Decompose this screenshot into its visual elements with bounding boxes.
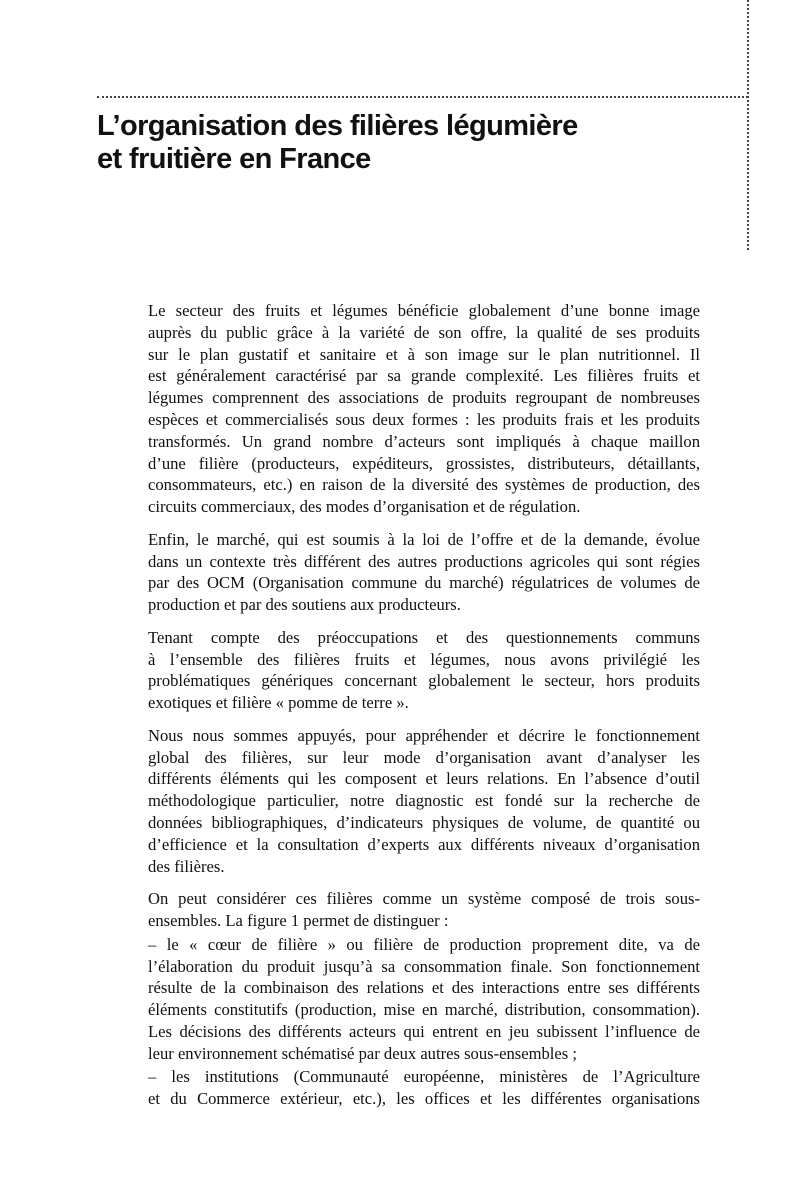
text-line: problématiques génériques concernant globalement le secteur, hors produits [148, 671, 700, 691]
paragraph [148, 1066, 700, 1110]
text-line: d’efficience et la consultation d’experts aux différents niveaux d’organisation [148, 834, 700, 854]
text-line: ensembles. La figure 1 permet de distinguer : [148, 910, 449, 930]
horizontal-dotted-rule [97, 96, 748, 98]
text-line: l’élaboration du produit jusqu’à sa consommation finale. Son fonctionnement [148, 956, 700, 976]
text-line: par des OCM (Organisation commune du marché) régulatrices de volumes de [148, 573, 700, 593]
text-line: Les décisions des différents acteurs qui entrent en jeu subissent l’influence de [148, 1021, 700, 1041]
text-line: méthodologique particulier, notre diagnostic est fondé sur la recherche de [148, 791, 700, 811]
text-line: données bibliographiques, d’indicateurs physiques de volume, de quantité ou [148, 812, 700, 832]
text-line: leur environnement schématisé par deux autres sous-ensembles ; [148, 1043, 577, 1063]
text-line: – le « cœur de filière » ou filière de production proprement dite, va de [148, 934, 700, 954]
title-line: L’organisation des filières légumière [97, 110, 578, 142]
paragraph [148, 627, 700, 714]
text-line: légumes comprennent des associations de produits regroupant de nombreuses [148, 388, 700, 408]
text-line: Tenant compte des préoccupations et des questionnements communs [148, 627, 700, 647]
text-line: auprès du public grâce à la variété de son offre, la qualité de ses produits [148, 322, 700, 342]
paragraph [148, 725, 700, 878]
chapter-title [97, 110, 578, 176]
title-line: et fruitière en France [97, 143, 371, 175]
text-line: espèces et commercialisés sous deux formes : les produits frais et les produits [148, 409, 700, 429]
text-line: d’une filière (producteurs, expéditeurs, grossistes, distributeurs, détaillants, [148, 453, 700, 473]
text-line: production et par des soutiens aux producteurs. [148, 595, 461, 615]
text-line: est généralement caractérisé par sa grande complexité. Les filières fruits et [148, 366, 700, 386]
text-line: différents éléments qui les composent et leurs relations. En l’absence d’outil [148, 769, 700, 789]
text-line: à l’ensemble des filières fruits et légumes, nous avons privilégié les [148, 649, 700, 669]
text-line: Nous nous sommes appuyés, pour appréhender et décrire le fonctionnement [148, 725, 700, 745]
text-line: consommateurs, etc.) en raison de la diversité des systèmes de production, des [148, 475, 700, 495]
text-line: – les institutions (Communauté européenne, ministères de l’Agriculture [148, 1067, 700, 1087]
text-line: sur le plan gustatif et sanitaire et à son image sur le plan nutritionnel. Il [148, 344, 700, 364]
text-line: exotiques et filière « pomme de terre ». [148, 693, 409, 713]
text-line: transformés. Un grand nombre d’acteurs sont impliqués à chaque maillon [148, 431, 700, 451]
paragraph [148, 529, 700, 616]
paragraph [148, 300, 700, 518]
text-line: Le secteur des fruits et légumes bénéficie globalement d’une bonne image [148, 301, 700, 320]
text-line: et du Commerce extérieur, etc.), les offices et les différentes organisations [148, 1089, 700, 1109]
vertical-dotted-rule [747, 0, 749, 250]
text-line: dans un contexte très différent des autres productions agricoles qui sont régies [148, 551, 700, 571]
paragraph [148, 934, 700, 1065]
text-line: circuits commerciaux, des modes d’organisation et de régulation. [148, 497, 581, 517]
paragraph [148, 888, 700, 932]
text-line: des filières. [148, 856, 225, 876]
text-line: éléments constitutifs (production, mise en marché, distribution, consommation). [148, 1000, 700, 1020]
text-line: résulte de la combinaison des relations et des interactions entre ses différents [148, 978, 700, 998]
text-line: On peut considérer ces filières comme un système composé de trois sous- [148, 889, 700, 909]
text-line: global des filières, sur leur mode d’organisation avant d’analyser les [148, 747, 700, 767]
body-text [148, 300, 700, 1121]
text-line: Enfin, le marché, qui est soumis à la loi de l’offre et de la demande, évolue [148, 529, 700, 549]
